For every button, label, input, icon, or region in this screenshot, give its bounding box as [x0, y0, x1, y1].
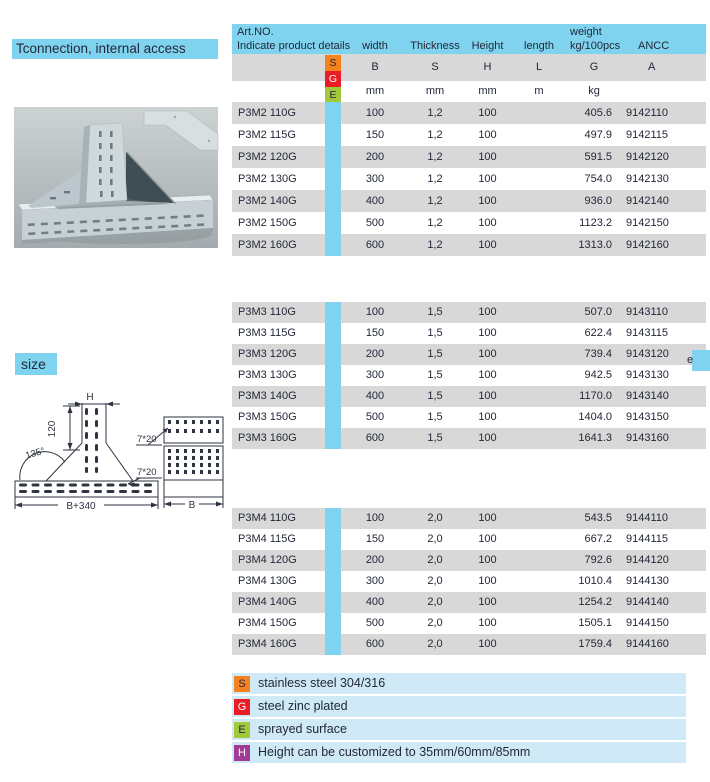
cell-height: 100: [478, 107, 497, 119]
row-color-strip: [325, 571, 341, 592]
cell-width: 200: [365, 554, 385, 566]
cell-length: [514, 592, 564, 613]
cell-weight: 1254.2: [578, 596, 612, 608]
spec-table: [232, 24, 706, 650]
cell-ancc: 9143150: [626, 411, 669, 423]
cell-article: P3M2 160G: [238, 239, 297, 251]
cell-weight: 1759.4: [578, 638, 612, 650]
cell-ancc: 9142150: [626, 217, 669, 229]
page-title: Tconnection, internal access: [12, 39, 218, 59]
dim-label-120: 120: [47, 420, 58, 438]
table-row: [232, 302, 706, 323]
cell-article: P3M2 140G: [238, 195, 297, 207]
cell-height: 100: [478, 533, 497, 545]
cell-width: 600: [365, 432, 385, 444]
cell-weight: 543.5: [584, 512, 612, 524]
legend-symbol-s: S: [234, 676, 250, 692]
cell-weight: 1123.2: [579, 217, 612, 229]
row-color-strip: [325, 550, 341, 571]
letter-h: H: [483, 61, 492, 73]
cell-length: [514, 529, 564, 550]
cell-length: [514, 386, 564, 407]
cell-weight: 667.2: [584, 533, 612, 545]
cell-thickness: 2,0: [427, 575, 443, 587]
cell-thickness: 2,0: [427, 638, 443, 650]
table-row: [232, 571, 706, 592]
letter-g: G: [589, 61, 599, 73]
cell-length: [514, 571, 564, 592]
table-row: [232, 550, 706, 571]
unit-width: mm: [365, 85, 385, 97]
cell-thickness: 1,2: [427, 173, 443, 185]
cell-length: [514, 323, 564, 344]
cell-width: 100: [365, 512, 385, 524]
header-weight: weight kg/100pcs: [570, 26, 621, 52]
cell-height: 100: [478, 151, 497, 163]
header-row-units: [232, 81, 706, 102]
row-color-strip: [325, 508, 341, 529]
cell-width: 400: [365, 596, 385, 608]
cell-length: [514, 613, 564, 634]
cell-article: P3M4 130G: [238, 575, 297, 587]
cell-thickness: 1,5: [427, 411, 443, 423]
cell-article: P3M3 120G: [238, 348, 297, 360]
table-row: [232, 168, 706, 190]
cell-width: 600: [365, 638, 385, 650]
cell-weight: 936.0: [584, 195, 612, 207]
cell-ancc: 9142140: [626, 195, 669, 207]
cell-thickness: 1,5: [427, 369, 443, 381]
cell-ancc: 9143140: [626, 390, 669, 402]
cell-length: [514, 234, 564, 256]
cell-height: 100: [478, 596, 497, 608]
cell-article: P3M3 160G: [238, 432, 297, 444]
cell-weight: 507.0: [584, 306, 612, 318]
cell-article: P3M2 110G: [238, 107, 296, 119]
cell-thickness: 1,2: [427, 195, 443, 207]
row-color-strip: [325, 613, 341, 634]
letter-s: S: [431, 61, 439, 73]
dim-label-h: H: [86, 392, 94, 403]
cell-thickness: 1,2: [427, 129, 443, 141]
table-row: [232, 529, 706, 550]
cell-article: P3M3 150G: [238, 411, 297, 423]
cell-length: [514, 212, 564, 234]
row-color-strip: [325, 302, 341, 323]
table-row: [232, 508, 706, 529]
cell-ancc: 9143120: [626, 348, 669, 360]
cell-ancc: 9143115: [626, 327, 669, 339]
cell-width: 200: [365, 151, 385, 163]
cell-height: 100: [478, 129, 497, 141]
table-row: [232, 613, 706, 634]
cell-weight: 1010.4: [578, 575, 612, 587]
row-color-strip: [325, 634, 341, 655]
cell-article: P3M2 115G: [238, 129, 296, 141]
letter-b: B: [371, 61, 379, 73]
unit-height: mm: [478, 85, 497, 97]
legend-item-s: [232, 673, 686, 694]
cell-weight: 497.9: [584, 129, 612, 141]
cell-weight: 1641.3: [578, 432, 612, 444]
cell-length: [514, 168, 564, 190]
table-row: [232, 102, 706, 124]
cell-weight: 591.5: [584, 151, 612, 163]
unit-length: m: [534, 85, 544, 97]
cell-article: P3M4 115G: [238, 533, 296, 545]
cell-thickness: 1,5: [427, 348, 443, 360]
table-row: [232, 146, 706, 168]
cell-height: 100: [478, 306, 497, 318]
cell-height: 100: [478, 617, 497, 629]
symbol-box-e: E: [325, 87, 341, 103]
cell-height: 100: [478, 327, 497, 339]
table-row: [232, 190, 706, 212]
table-group-p3m4: [232, 508, 706, 655]
cell-thickness: 1,2: [427, 107, 443, 119]
symbol-box-g: G: [325, 71, 341, 87]
cell-height: 100: [478, 575, 497, 587]
row-color-strip: [325, 212, 341, 234]
cell-article: P3M4 140G: [238, 596, 297, 608]
cell-ancc: 9144160: [626, 638, 669, 650]
dim-label-slot-bottom: 7*20: [137, 467, 157, 478]
material-legend: [232, 673, 686, 765]
legend-text: sprayed surface: [258, 722, 347, 736]
size-label: size: [15, 353, 57, 375]
table-row: [232, 386, 706, 407]
row-color-strip: [325, 146, 341, 168]
cell-thickness: 2,0: [427, 617, 443, 629]
cell-thickness: 1,5: [427, 306, 443, 318]
table-group-p3m3: [232, 302, 706, 449]
cell-weight: 405.6: [584, 107, 612, 119]
cell-width: 100: [365, 306, 385, 318]
cell-ancc: 9142130: [626, 173, 669, 185]
legend-text: Height can be customized to 35mm/60mm/85mm: [258, 745, 531, 759]
cell-article: P3M4 120G: [238, 554, 297, 566]
product-photo: [14, 107, 218, 248]
row-color-strip: [325, 323, 341, 344]
cell-length: [514, 428, 564, 449]
cell-ancc: 9143110: [626, 306, 669, 318]
cell-thickness: 1,2: [427, 151, 443, 163]
table-header: [232, 24, 706, 102]
legend-text: stainless steel 304/316: [258, 676, 386, 690]
dim-label-angle: 135°: [24, 445, 47, 462]
cell-width: 500: [365, 217, 385, 229]
header-thickness: Thickness: [410, 40, 460, 52]
cell-length: [514, 407, 564, 428]
table-row: [232, 365, 706, 386]
cell-weight: 792.6: [584, 554, 612, 566]
header-art-no: Art.NO. Indicate product details: [237, 26, 351, 52]
header-width: width: [362, 40, 388, 52]
header-ancc: ANCC: [638, 40, 670, 52]
cell-length: [514, 124, 564, 146]
cell-ancc: 9144130: [626, 575, 669, 587]
cell-weight: 1404.0: [578, 411, 612, 423]
legend-symbol-g: G: [234, 699, 250, 715]
legend-item-h: [232, 742, 686, 763]
row-color-strip: [325, 234, 341, 256]
unit-weight: kg: [588, 85, 600, 97]
cell-thickness: 1,5: [427, 390, 443, 402]
cell-thickness: 1,2: [427, 217, 443, 229]
row-color-strip: [325, 124, 341, 146]
cell-width: 200: [365, 348, 385, 360]
table-row: [232, 124, 706, 146]
table-group-p3m2: [232, 102, 706, 256]
cell-width: 300: [365, 575, 385, 587]
cell-thickness: 2,0: [427, 533, 443, 545]
cell-length: [514, 508, 564, 529]
dimension-drawing: [6, 386, 238, 516]
cell-ancc: 9142120: [626, 151, 669, 163]
cell-ancc: 9144140: [626, 596, 669, 608]
table-row: [232, 428, 706, 449]
cell-length: [514, 550, 564, 571]
cell-article: P3M3 130G: [238, 369, 297, 381]
cell-ancc: 9142110: [626, 107, 669, 119]
header-row-letters: [232, 54, 706, 81]
cell-height: 100: [478, 512, 497, 524]
cell-height: 100: [478, 390, 497, 402]
cell-article: P3M4 110G: [238, 512, 296, 524]
cell-article: P3M3 140G: [238, 390, 297, 402]
table-row: [232, 407, 706, 428]
letter-l: L: [535, 61, 543, 73]
cell-height: 100: [478, 239, 497, 251]
table-row: [232, 212, 706, 234]
row-color-strip: [325, 365, 341, 386]
header-row-titles: [232, 24, 706, 54]
cell-width: 150: [365, 129, 385, 141]
cell-weight: 622.4: [584, 327, 612, 339]
cell-thickness: 1,2: [427, 239, 443, 251]
cell-ancc: 9143160: [626, 432, 669, 444]
row-color-strip: [325, 529, 341, 550]
table-row: [232, 234, 706, 256]
cell-height: 100: [478, 554, 497, 566]
letter-a: A: [648, 61, 656, 73]
cell-article: P3M3 110G: [238, 306, 296, 318]
dim-label-side-width: B: [188, 500, 196, 511]
cell-article: P3M4 150G: [238, 617, 297, 629]
row-color-strip: [325, 102, 341, 124]
row-color-strip: [325, 168, 341, 190]
row-color-strip: [325, 428, 341, 449]
row-color-strip: [325, 190, 341, 212]
cell-width: 500: [365, 617, 385, 629]
cell-article: P3M2 120G: [238, 151, 297, 163]
legend-item-g: [232, 696, 686, 717]
cell-thickness: 1,5: [427, 327, 443, 339]
cell-width: 400: [365, 390, 385, 402]
header-height: Height: [471, 40, 504, 52]
cell-width: 100: [365, 107, 385, 119]
cell-thickness: 2,0: [427, 596, 443, 608]
cell-width: 400: [365, 195, 385, 207]
cell-height: 100: [478, 432, 497, 444]
cell-height: 100: [478, 638, 497, 650]
unit-thickness: mm: [425, 85, 445, 97]
cell-ancc: 9144115: [626, 533, 669, 545]
table-row: [232, 592, 706, 613]
legend-symbol-h: H: [234, 745, 250, 761]
cell-width: 600: [365, 239, 385, 251]
row-color-strip: [325, 344, 341, 365]
cell-height: 100: [478, 195, 497, 207]
cell-length: [514, 190, 564, 212]
cell-length: [514, 102, 564, 124]
row-color-strip: [325, 592, 341, 613]
cell-ancc: 9142160: [626, 239, 669, 251]
unit-ancc: [624, 81, 706, 102]
cell-width: 300: [365, 173, 385, 185]
cell-thickness: 2,0: [427, 512, 443, 524]
cell-weight: 739.4: [584, 348, 612, 360]
cell-thickness: 1,5: [427, 432, 443, 444]
cell-ancc: 9144110: [626, 512, 669, 524]
table-row: [232, 634, 706, 655]
cell-length: [514, 365, 564, 386]
product-photo-illustration: [14, 107, 218, 248]
cell-article: P3M2 130G: [238, 173, 297, 185]
dim-label-base-width: B+340: [66, 501, 96, 512]
table-row: [232, 323, 706, 344]
header-length: length: [524, 40, 554, 52]
row-color-strip: [325, 407, 341, 428]
cell-width: 150: [365, 327, 385, 339]
cell-width: 500: [365, 411, 385, 423]
cell-height: 100: [478, 369, 497, 381]
cell-weight: 1170.0: [579, 390, 612, 402]
cell-height: 100: [478, 217, 497, 229]
cell-width: 300: [365, 369, 385, 381]
table-row: [232, 344, 706, 365]
cell-height: 100: [478, 411, 497, 423]
cell-height: 100: [478, 348, 497, 360]
row-color-strip: [325, 386, 341, 407]
cell-article: P3M4 160G: [238, 638, 297, 650]
cell-ancc: 9143130: [626, 369, 669, 381]
cell-ancc: 9144150: [626, 617, 669, 629]
cell-weight: 942.5: [584, 369, 612, 381]
cell-width: 150: [365, 533, 385, 545]
cell-article: P3M3 115G: [238, 327, 296, 339]
cell-weight: 754.0: [584, 173, 612, 185]
legend-item-e: [232, 719, 686, 740]
cell-height: 100: [478, 173, 497, 185]
cell-weight: 1313.0: [578, 239, 612, 251]
cell-length: [514, 344, 564, 365]
cell-length: [514, 146, 564, 168]
page-edge-fragment: e: [692, 350, 710, 371]
cell-article: P3M2 150G: [238, 217, 297, 229]
cell-weight: 1505.1: [578, 617, 612, 629]
cell-length: [514, 302, 564, 323]
cell-ancc: 9144120: [626, 554, 669, 566]
legend-text: steel zinc plated: [258, 699, 348, 713]
cell-ancc: 9142115: [626, 129, 669, 141]
cell-thickness: 2,0: [427, 554, 443, 566]
dim-label-slot-top: 7*20: [137, 434, 157, 445]
symbol-box-s: S: [325, 55, 341, 71]
cell-length: [514, 634, 564, 655]
legend-symbol-e: E: [234, 722, 250, 738]
